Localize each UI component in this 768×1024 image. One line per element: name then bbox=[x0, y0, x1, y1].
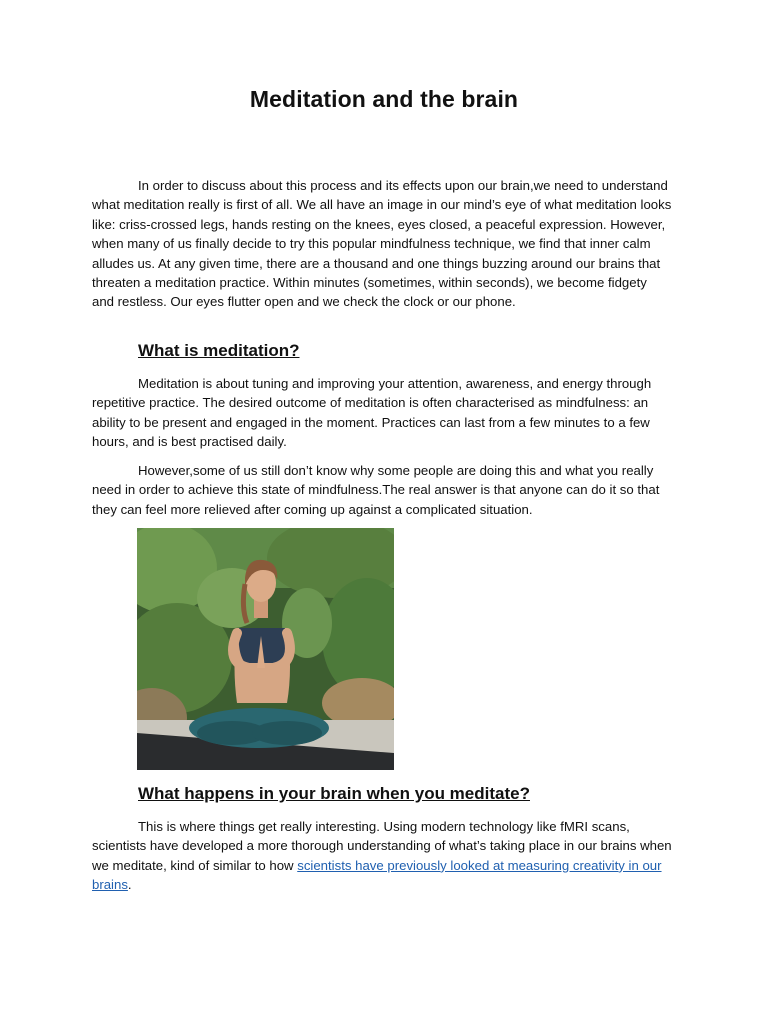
section1-paragraph-1: Meditation is about tuning and improving your attention, awareness, and energy through repetitive practice. The desired outcome of meditation is often characterised as mindfulness: an ability to be present and engaged in the moment. Practices can last from a few minutes to a few hours, and is best practised daily. bbox=[92, 376, 652, 450]
page-title: Meditation and the brain bbox=[249, 86, 519, 112]
meditation-photo bbox=[137, 528, 394, 770]
section2-paragraph-text: This is where things get really interesting. Using modern technology like fMRI scans, scientists have developed a more thorough understanding of what’s taking place in our brains when we meditate, kind of similar to how bbox=[92, 819, 672, 873]
section-heading-what-is-meditation: What is meditation? bbox=[138, 341, 300, 360]
intro-paragraph: In order to discuss about this process and its effects upon our brain,we need to understand what meditation really is first of all. We all have an image in our mind’s eye of what meditation looks like: criss-crossed legs, hands resting on the knees, eyes closed, a peaceful expression. However, when many of us finally decide to try this popular mindfulness technique, we find that inner calm alludes us. At any given time, there are a thousand and one things buzzing around our brains that threaten a meditation practice. Within minutes (sometimes, within seconds), we become fidgety and restless. Our eyes flutter open and we check the clock or our phone. bbox=[92, 178, 672, 310]
section1-paragraph-2: However,some of us still don’t know why some people are doing this and what you really need in order to achieve this state of mindfulness.The real answer is that anyone can do it so that they can feel more relieved after coming up against a complicated situation. bbox=[92, 463, 660, 517]
section2-paragraph bbox=[92, 817, 672, 895]
section-heading-brain-when-meditate: What happens in your brain when you meditate? bbox=[138, 784, 530, 803]
section2-paragraph-end: . bbox=[127, 877, 132, 893]
creativity-article-link[interactable]: scientists have previously looked at measuring creativity in our brains bbox=[92, 857, 662, 893]
